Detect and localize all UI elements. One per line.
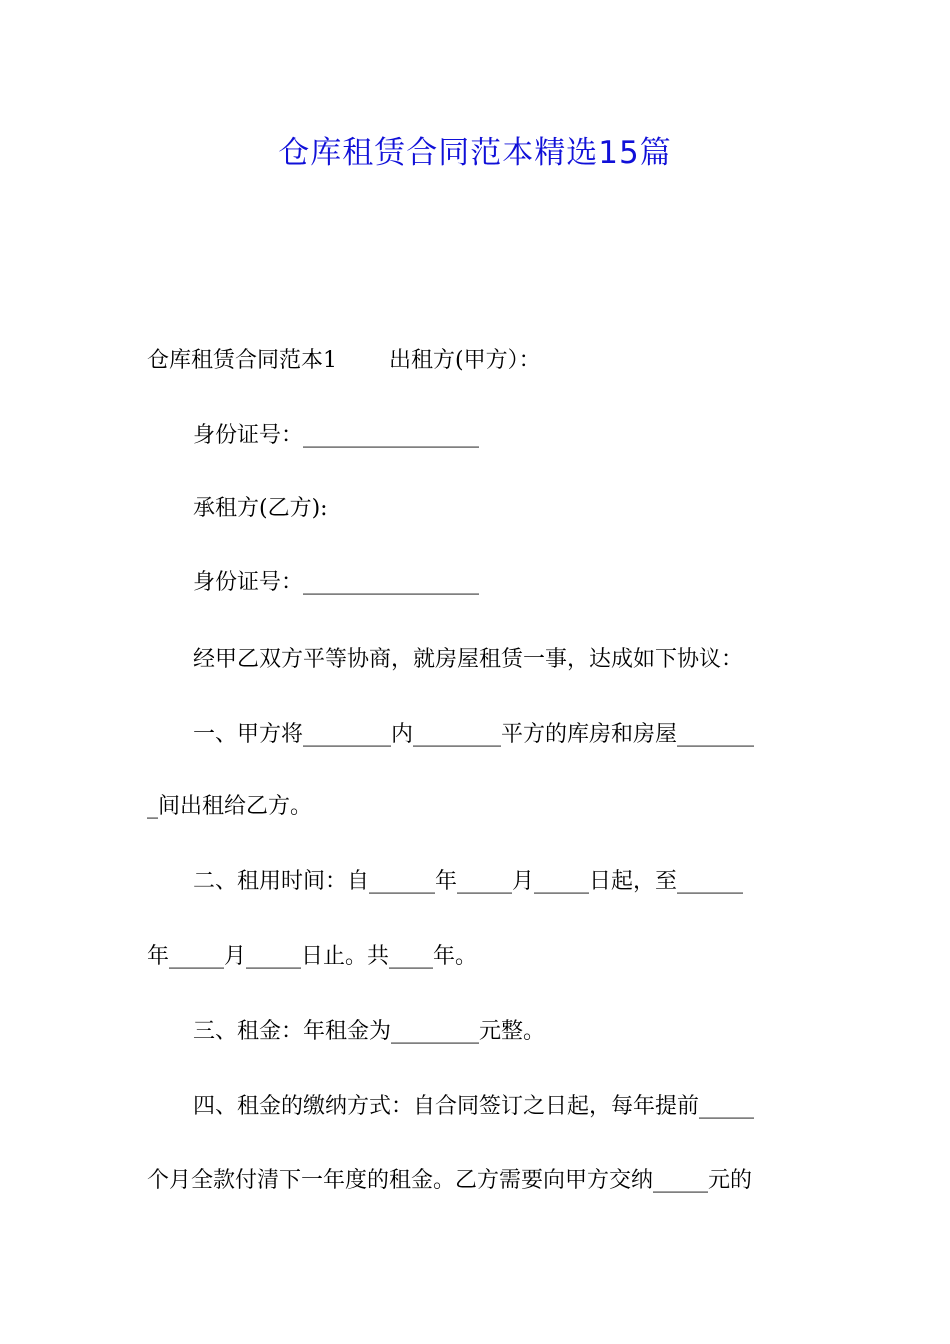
clause-2-line-1: 二、租用时间：自______年_____月_____日起，至______ — [193, 869, 744, 894]
lessee-id-line: 身份证号：________________ — [193, 570, 480, 595]
clause-1-line-1: 一、甲方将________内________平方的库房和房屋_______ — [193, 722, 755, 747]
agreement-intro: 经甲乙双方平等协商，就房屋租赁一事，达成如下协议： — [193, 647, 744, 672]
document-title: 仓库租赁合同范本精选15篇 — [278, 135, 672, 171]
clause-4-line-1: 四、租金的缴纳方式：自合同签订之日起，每年提前_____ — [193, 1094, 755, 1119]
lessor-id-line: 身份证号：________________ — [193, 423, 480, 448]
lessee-label: 承租方(乙方): — [193, 496, 328, 521]
contract-number-heading: 仓库租赁合同范本1 — [147, 348, 337, 373]
clause-1-line-2: _间出租给乙方。 — [147, 794, 313, 819]
clause-2-line-2: 年_____月_____日止。共____年。 — [147, 944, 478, 969]
clause-4-line-2: 个月全款付清下一年度的租金。乙方需要向甲方交纳_____元的 — [147, 1168, 753, 1193]
lessor-label: 出租方(甲方）： — [389, 348, 541, 373]
contract-heading-line — [147, 346, 541, 376]
clause-3-line: 三、租金：年租金为________元整。 — [193, 1019, 546, 1044]
